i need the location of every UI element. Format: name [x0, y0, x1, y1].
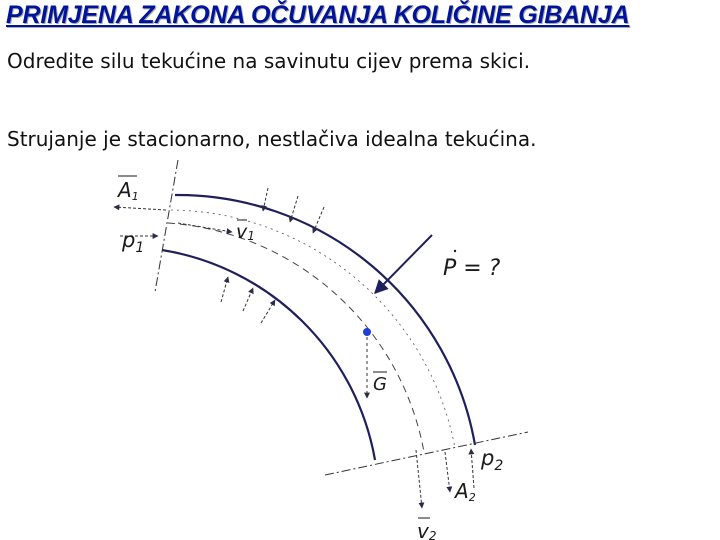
outlet-area-arrow: [445, 452, 450, 492]
pipe-centerline: [168, 223, 424, 452]
svg-text:A2: A2: [455, 479, 476, 504]
svg-text:v1: v1: [236, 221, 255, 243]
pipe-inner-wall: [162, 250, 375, 460]
label-a2: [453, 479, 476, 504]
outlet-pressure-arrow: [471, 449, 474, 488]
inlet-section-line: [155, 160, 178, 292]
pipe-streamline: [171, 210, 455, 448]
label-g: [373, 372, 387, 395]
outlet-velocity-arrow: [416, 450, 422, 508]
label-v2: [417, 518, 436, 540]
pipe-outer-wall: [175, 195, 475, 445]
label-a1: [116, 176, 139, 203]
label-p2: [480, 446, 503, 474]
wall-pressure-arrow: [261, 300, 275, 323]
wall-pressure-arrow: [221, 277, 228, 302]
svg-text:P = ?: P = ?: [443, 256, 501, 281]
center-of-mass-dot: [363, 328, 371, 336]
inlet-area-arrow: [114, 207, 166, 210]
svg-text:p2: $p_2$: [481, 446, 504, 474]
svg-text:p1: $p_1$: [122, 228, 145, 256]
svg-text:G: G: [373, 374, 387, 395]
label-force-p: [443, 250, 501, 281]
force-p-arrow: [375, 235, 432, 293]
label-p1: [121, 228, 144, 256]
slide-title: PRIMJENA ZAKONA OČUVANJA KOLIČINE GIBANJA: [6, 1, 630, 29]
label-v1: [236, 220, 255, 243]
svg-text:A1: A1: [118, 178, 139, 203]
wall-pressure-arrow: [243, 288, 253, 311]
task-text: Odredite silu tekućine na savinutu cijev prema skici.: [7, 49, 531, 73]
svg-text:v2: v2: [417, 519, 437, 540]
assumption-text: Strujanje je stacionarno, nestlačiva idealna tekućina.: [7, 127, 537, 151]
